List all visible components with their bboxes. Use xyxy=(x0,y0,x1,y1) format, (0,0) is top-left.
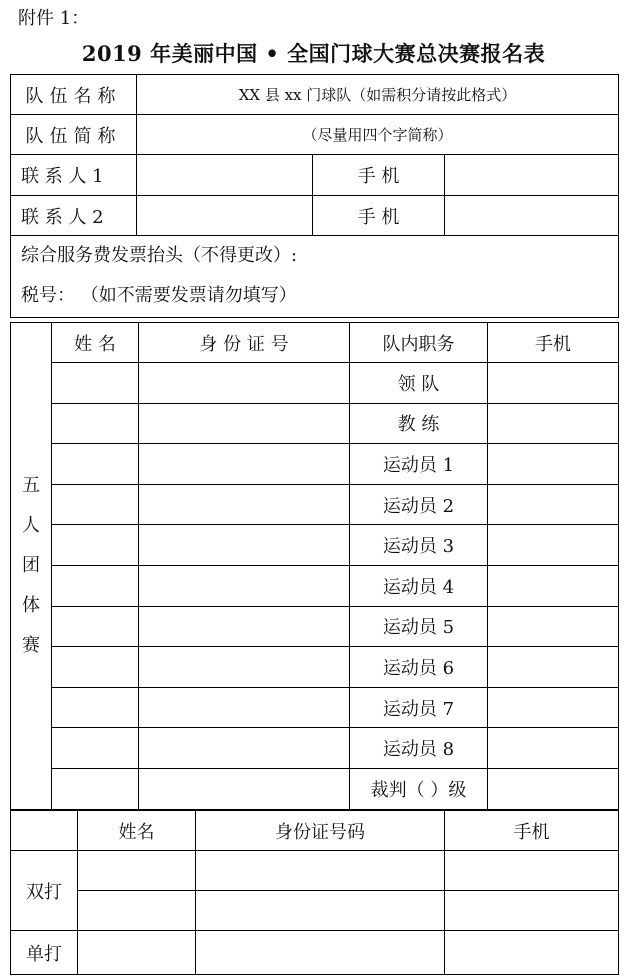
id-number-field[interactable] xyxy=(139,606,350,647)
singles-id-field[interactable] xyxy=(196,931,445,975)
name-field[interactable] xyxy=(52,565,139,606)
form-title: 2019 年美丽中国 • 全国门球大赛总决赛报名表 xyxy=(81,41,546,66)
id-number-field[interactable] xyxy=(139,363,350,404)
name-field[interactable] xyxy=(52,525,139,566)
role-label: 运动员 3 xyxy=(350,525,488,566)
doubles-header-id: 身份证号码 xyxy=(196,811,445,851)
name-field[interactable] xyxy=(52,768,139,809)
id-number-field[interactable] xyxy=(139,403,350,444)
doubles-header-name: 姓名 xyxy=(78,811,196,851)
singles-phone-field[interactable] xyxy=(445,931,619,975)
id-number-field[interactable] xyxy=(139,647,350,688)
phone-field[interactable] xyxy=(488,363,619,404)
name-field[interactable] xyxy=(52,728,139,769)
doubles-phone-field[interactable] xyxy=(445,851,619,891)
contact1-phone-field[interactable] xyxy=(445,155,619,196)
doubles-header-blank xyxy=(11,811,78,851)
side-char: 团 xyxy=(22,554,40,576)
name-field[interactable] xyxy=(52,687,139,728)
name-field[interactable] xyxy=(52,606,139,647)
doubles-name-field[interactable] xyxy=(78,851,196,891)
role-label: 领 队 xyxy=(350,363,488,404)
team-name-field[interactable]: XX 县 xx 门球队（如需积分请按此格式） xyxy=(137,75,619,115)
five-person-row xyxy=(11,647,619,688)
five-person-side-label xyxy=(11,323,52,810)
phone-field[interactable] xyxy=(488,444,619,485)
doubles-header-phone: 手机 xyxy=(445,811,619,851)
five-person-table xyxy=(10,322,619,810)
id-number-field[interactable] xyxy=(139,565,350,606)
contact1-phone-label: 手 机 xyxy=(313,155,445,196)
contact2-field[interactable] xyxy=(137,196,313,236)
phone-field[interactable] xyxy=(488,565,619,606)
phone-field[interactable] xyxy=(488,647,619,688)
contact1-label: 联 系 人 1 xyxy=(11,155,137,196)
phone-field[interactable] xyxy=(488,403,619,444)
five-person-row xyxy=(11,606,619,647)
five-person-row xyxy=(11,363,619,404)
five-header-phone: 手机 xyxy=(488,323,619,363)
role-label: 运动员 5 xyxy=(350,606,488,647)
phone-field[interactable] xyxy=(488,687,619,728)
team-short-field[interactable]: （尽量用四个字简称） xyxy=(137,115,619,155)
invoice-label: 综合服务费发票抬头（不得更改）: xyxy=(21,245,298,266)
role-label: 运动员 8 xyxy=(350,728,488,769)
name-field[interactable] xyxy=(52,363,139,404)
id-number-field[interactable] xyxy=(139,768,350,809)
role-label: 教 练 xyxy=(350,403,488,444)
team-short-label: 队伍简称 xyxy=(11,115,137,155)
id-number-field[interactable] xyxy=(139,484,350,525)
name-field[interactable] xyxy=(52,403,139,444)
invoice-cell[interactable] xyxy=(11,236,619,318)
id-number-field[interactable] xyxy=(139,687,350,728)
singles-name-field[interactable] xyxy=(78,931,196,975)
five-header-id: 身 份 证 号 xyxy=(139,323,350,363)
id-number-field[interactable] xyxy=(139,728,350,769)
role-label: 裁判（ ）级 xyxy=(350,768,488,809)
five-person-row xyxy=(11,565,619,606)
doubles-id-field[interactable] xyxy=(196,891,445,931)
side-char: 五 xyxy=(22,474,40,496)
doubles-name-field[interactable] xyxy=(78,891,196,931)
contact2-label: 联 系 人 2 xyxy=(11,196,137,236)
attachment-label: 附件 1： xyxy=(18,8,90,29)
phone-field[interactable] xyxy=(488,606,619,647)
five-header-role: 队内职务 xyxy=(350,323,488,363)
five-person-row xyxy=(11,484,619,525)
five-person-row xyxy=(11,728,619,769)
five-person-row xyxy=(11,525,619,566)
phone-field[interactable] xyxy=(488,484,619,525)
role-label: 运动员 4 xyxy=(350,565,488,606)
name-field[interactable] xyxy=(52,444,139,485)
tax-id-label: 税号： （如不需要发票请勿填写） xyxy=(21,285,297,306)
side-char: 体 xyxy=(22,594,40,616)
five-person-row xyxy=(11,403,619,444)
role-label: 运动员 1 xyxy=(350,444,488,485)
role-label: 运动员 6 xyxy=(350,647,488,688)
phone-field[interactable] xyxy=(488,768,619,809)
five-person-row xyxy=(11,444,619,485)
side-char: 人 xyxy=(22,514,40,536)
role-label: 运动员 7 xyxy=(350,687,488,728)
contact1-field[interactable] xyxy=(137,155,313,196)
side-char: 赛 xyxy=(22,634,40,656)
doubles-singles-table xyxy=(10,810,619,975)
doubles-id-field[interactable] xyxy=(196,851,445,891)
id-number-field[interactable] xyxy=(139,444,350,485)
singles-label: 单打 xyxy=(11,931,78,975)
doubles-phone-field[interactable] xyxy=(445,891,619,931)
contact2-phone-label: 手 机 xyxy=(313,196,445,236)
doubles-label: 双打 xyxy=(11,851,78,931)
five-person-row xyxy=(11,687,619,728)
phone-field[interactable] xyxy=(488,525,619,566)
contact2-phone-field[interactable] xyxy=(445,196,619,236)
name-field[interactable] xyxy=(52,484,139,525)
phone-field[interactable] xyxy=(488,728,619,769)
id-number-field[interactable] xyxy=(139,525,350,566)
five-header-name: 姓 名 xyxy=(52,323,139,363)
team-info-table xyxy=(10,74,619,318)
name-field[interactable] xyxy=(52,647,139,688)
team-name-label: 队伍名称 xyxy=(11,75,137,115)
five-person-row xyxy=(11,768,619,809)
role-label: 运动员 2 xyxy=(350,484,488,525)
